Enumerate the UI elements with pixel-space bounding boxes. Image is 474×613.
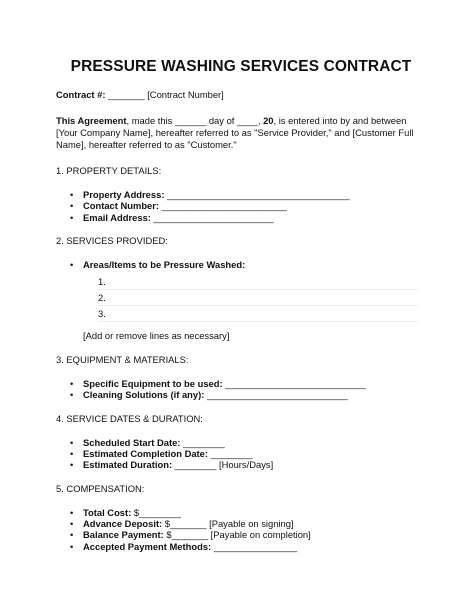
agreement-intro-part2: , is entered into by and between [Your Company Name], hereafter referred to as "Service Provider," and [Customer Full Name], hereafter referred to as "Customer."	[56, 115, 414, 150]
field-blank: $_______ [Payable on completion]	[163, 529, 311, 541]
field-blank: ___________________________	[204, 389, 348, 401]
field-blank: ___________________________________	[164, 189, 350, 200]
list-item	[70, 448, 426, 459]
list-item	[70, 541, 426, 552]
section-heading: 3. EQUIPMENT & MATERIALS:	[56, 354, 189, 366]
field-label: Accepted Payment Methods:	[83, 540, 212, 552]
list-item	[70, 437, 426, 448]
compensation-list	[56, 507, 426, 552]
numbered-line: 2.	[98, 290, 418, 306]
list-item	[70, 189, 426, 200]
numbered-line: 3.	[98, 306, 418, 322]
field-label: Property Address:	[83, 189, 165, 200]
section-services-provided	[56, 235, 426, 342]
field-blank: $_______ [Payable on signing]	[162, 517, 294, 529]
section-heading: 4. SERVICE DATES & DURATION:	[56, 412, 203, 424]
list-item	[70, 507, 426, 518]
list-item	[70, 529, 426, 540]
field-blank: ________	[208, 448, 253, 460]
agreement-intro-bold: This Agreement	[56, 115, 127, 126]
contract-number-label: Contract #:	[56, 89, 106, 100]
field-label: Areas/Items to be Pressure Washed:	[83, 258, 246, 270]
field-label: Contact Number:	[83, 200, 160, 212]
field-label: Email Address:	[83, 211, 151, 223]
field-label: Specific Equipment to be used:	[83, 378, 223, 390]
field-blank: _______________________	[150, 211, 274, 223]
section-heading: 5. COMPENSATION:	[56, 482, 145, 494]
field-label: Advance Deposit:	[83, 517, 163, 529]
field-blank: ________________	[211, 540, 298, 552]
contract-number-line	[56, 89, 426, 101]
field-label: Estimated Duration:	[83, 459, 173, 471]
field-label: Scheduled Start Date:	[83, 436, 181, 448]
document-title: PRESSURE WASHING SERVICES CONTRACT	[70, 58, 412, 75]
agreement-intro	[56, 115, 426, 151]
list-item	[70, 459, 426, 470]
section-heading: 2. SERVICES PROVIDED:	[56, 234, 168, 246]
section-service-dates	[56, 413, 426, 471]
property-details-list	[56, 189, 426, 223]
add-lines-note: [Add or remove lines as necessary]	[83, 330, 230, 342]
section-compensation	[56, 483, 426, 552]
list-item	[70, 518, 426, 529]
agreement-year: 20	[263, 115, 274, 126]
field-label: Estimated Completion Date:	[83, 448, 209, 460]
areas-numbered-list	[56, 274, 426, 322]
list-item	[70, 389, 426, 400]
services-list	[56, 259, 426, 270]
list-item	[70, 259, 426, 270]
section-property-details	[56, 165, 426, 223]
field-blank: ________	[180, 436, 225, 448]
agreement-intro-part1: , made this ______ day of ____,	[126, 115, 264, 126]
field-label: Balance Payment:	[83, 529, 164, 541]
numbered-line: 1.	[98, 274, 418, 290]
contract-number-value: _______ [Contract Number]	[105, 89, 224, 100]
field-blank: ________ [Hours/Days]	[172, 459, 274, 471]
field-label: Cleaning Solutions (if any):	[83, 389, 205, 401]
list-item	[70, 378, 426, 389]
field-blank: ________________________	[159, 200, 287, 212]
field-label: Total Cost:	[83, 506, 132, 518]
dates-list	[56, 437, 426, 471]
equipment-list	[56, 378, 426, 401]
field-blank: ___________________________	[222, 378, 366, 390]
section-heading: 1. PROPERTY DETAILS:	[56, 165, 162, 176]
list-item	[70, 212, 426, 223]
field-blank: $________	[131, 506, 181, 518]
list-item	[70, 200, 426, 211]
section-equipment-materials	[56, 354, 426, 401]
